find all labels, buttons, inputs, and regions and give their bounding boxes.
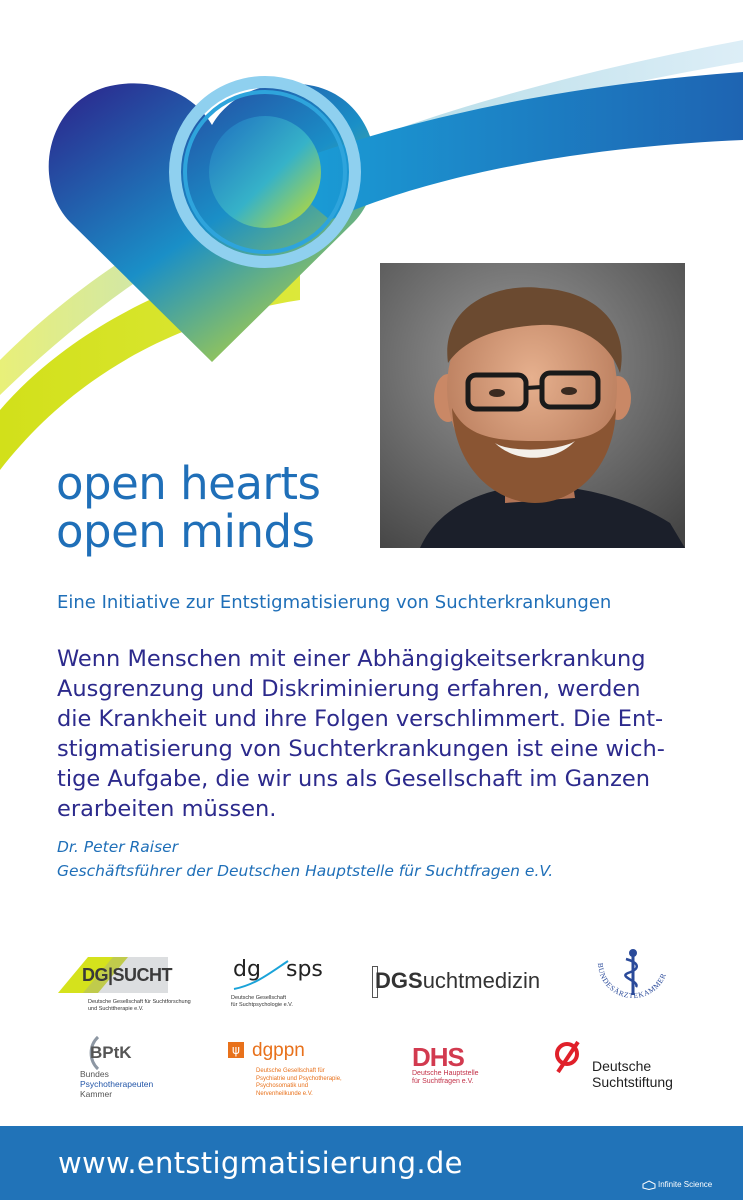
dgsucht-sub1: Deutsche Gesellschaft für Suchtforschung — [88, 999, 191, 1005]
bptk-sub1: Bundes — [80, 1069, 109, 1079]
logo-dgsucht — [58, 955, 208, 1015]
dgsucht-mark: DG|SUCHT — [82, 965, 173, 985]
dgsps-swoosh-icon — [230, 959, 290, 993]
bptk-sub2: Psychotherapeuten — [80, 1079, 154, 1089]
footer-url-link[interactable]: www.entstigmatisierung.de — [58, 1146, 463, 1180]
psi-icon: ψ — [228, 1042, 244, 1058]
quote-text — [57, 644, 697, 824]
dgppn-sub3: Psychosomatik und — [256, 1083, 309, 1089]
quote-line: erarbeiten müssen. — [57, 796, 277, 822]
dgsps-sub2: für Suchtpsychologie e.V. — [231, 1002, 293, 1008]
dgppn-mark: dgppn — [252, 1040, 305, 1061]
tagline: Eine Initiative zur Entstigmatisierung von Suchterkrankungen — [57, 592, 612, 613]
author-name: Dr. Peter Raiser — [57, 838, 179, 856]
suchtstiftung-line2: Suchtstiftung — [592, 1074, 673, 1090]
dgsucht-sub2: und Suchttherapie e.V. — [88, 1006, 144, 1012]
dgsps-mark-left: dg — [233, 957, 261, 982]
dgppn-sub4: Nervenheilkunde e.V. — [256, 1090, 313, 1097]
dgppn-sub2: Psychiatrie und Psychotherapie, — [256, 1075, 342, 1082]
logo-dhs — [412, 1042, 512, 1092]
headline-line-1: open hearts — [56, 457, 321, 510]
quote-line: tige Aufgabe, die wir uns als Gesellschaft im Ganzen — [57, 766, 651, 792]
logo-deutsche-suchtstiftung — [552, 1040, 692, 1090]
headline-line-2: open minds — [56, 505, 315, 558]
suchtstiftung-mark-icon — [552, 1040, 582, 1074]
dhs-sub1: Deutsche Hauptstelle — [412, 1070, 479, 1077]
logo-dgppn — [228, 1040, 368, 1104]
dhs-mark: DHS — [412, 1042, 464, 1072]
author-role: Geschäftsführer der Deutschen Hauptstelle für Suchtfragen e.V. — [57, 862, 554, 880]
quote-line: stigmatisierung von Suchterkrankungen ist eine wich- — [57, 736, 665, 762]
dgsuchtmedizin-mark-dg: DGS — [375, 968, 423, 993]
aesculapian-staff-icon — [588, 945, 678, 1015]
quote-line: Ausgrenzung und Diskriminierung erfahren, werden — [57, 676, 641, 702]
portrait-photo — [380, 263, 685, 548]
cube-icon — [642, 1180, 656, 1190]
baek-arc-text: BUNDESÄRZTEKAMMER — [595, 962, 669, 1001]
logo-dgsuchtmedizin — [372, 966, 562, 1002]
bptk-mark: BPtK — [90, 1043, 132, 1062]
credit-text: Infinite Science — [658, 1180, 713, 1189]
logo-bundesaerztekammer — [588, 945, 678, 1015]
logo-dgsps — [228, 955, 338, 1015]
suchtstiftung-line1: Deutsche — [592, 1058, 652, 1074]
quote-line: die Krankheit und ihre Folgen verschlimmert. Die Ent- — [57, 706, 664, 732]
quote-line: Wenn Menschen mit einer Abhängigkeitserkrankung — [57, 646, 646, 672]
dgsps-sub1: Deutsche Gesellschaft — [231, 995, 287, 1001]
bptk-sub3: Kammer — [80, 1089, 113, 1099]
dgppn-sub1: Deutsche Gesellschaft für — [256, 1068, 325, 1074]
logo-bptk — [72, 1035, 182, 1101]
dhs-sub2: für Suchtfragen e.V. — [412, 1078, 474, 1085]
dgsps-mark-right: sps — [286, 957, 323, 982]
dgsuchtmedizin-mark-rest: uchtmedizin — [422, 968, 541, 993]
